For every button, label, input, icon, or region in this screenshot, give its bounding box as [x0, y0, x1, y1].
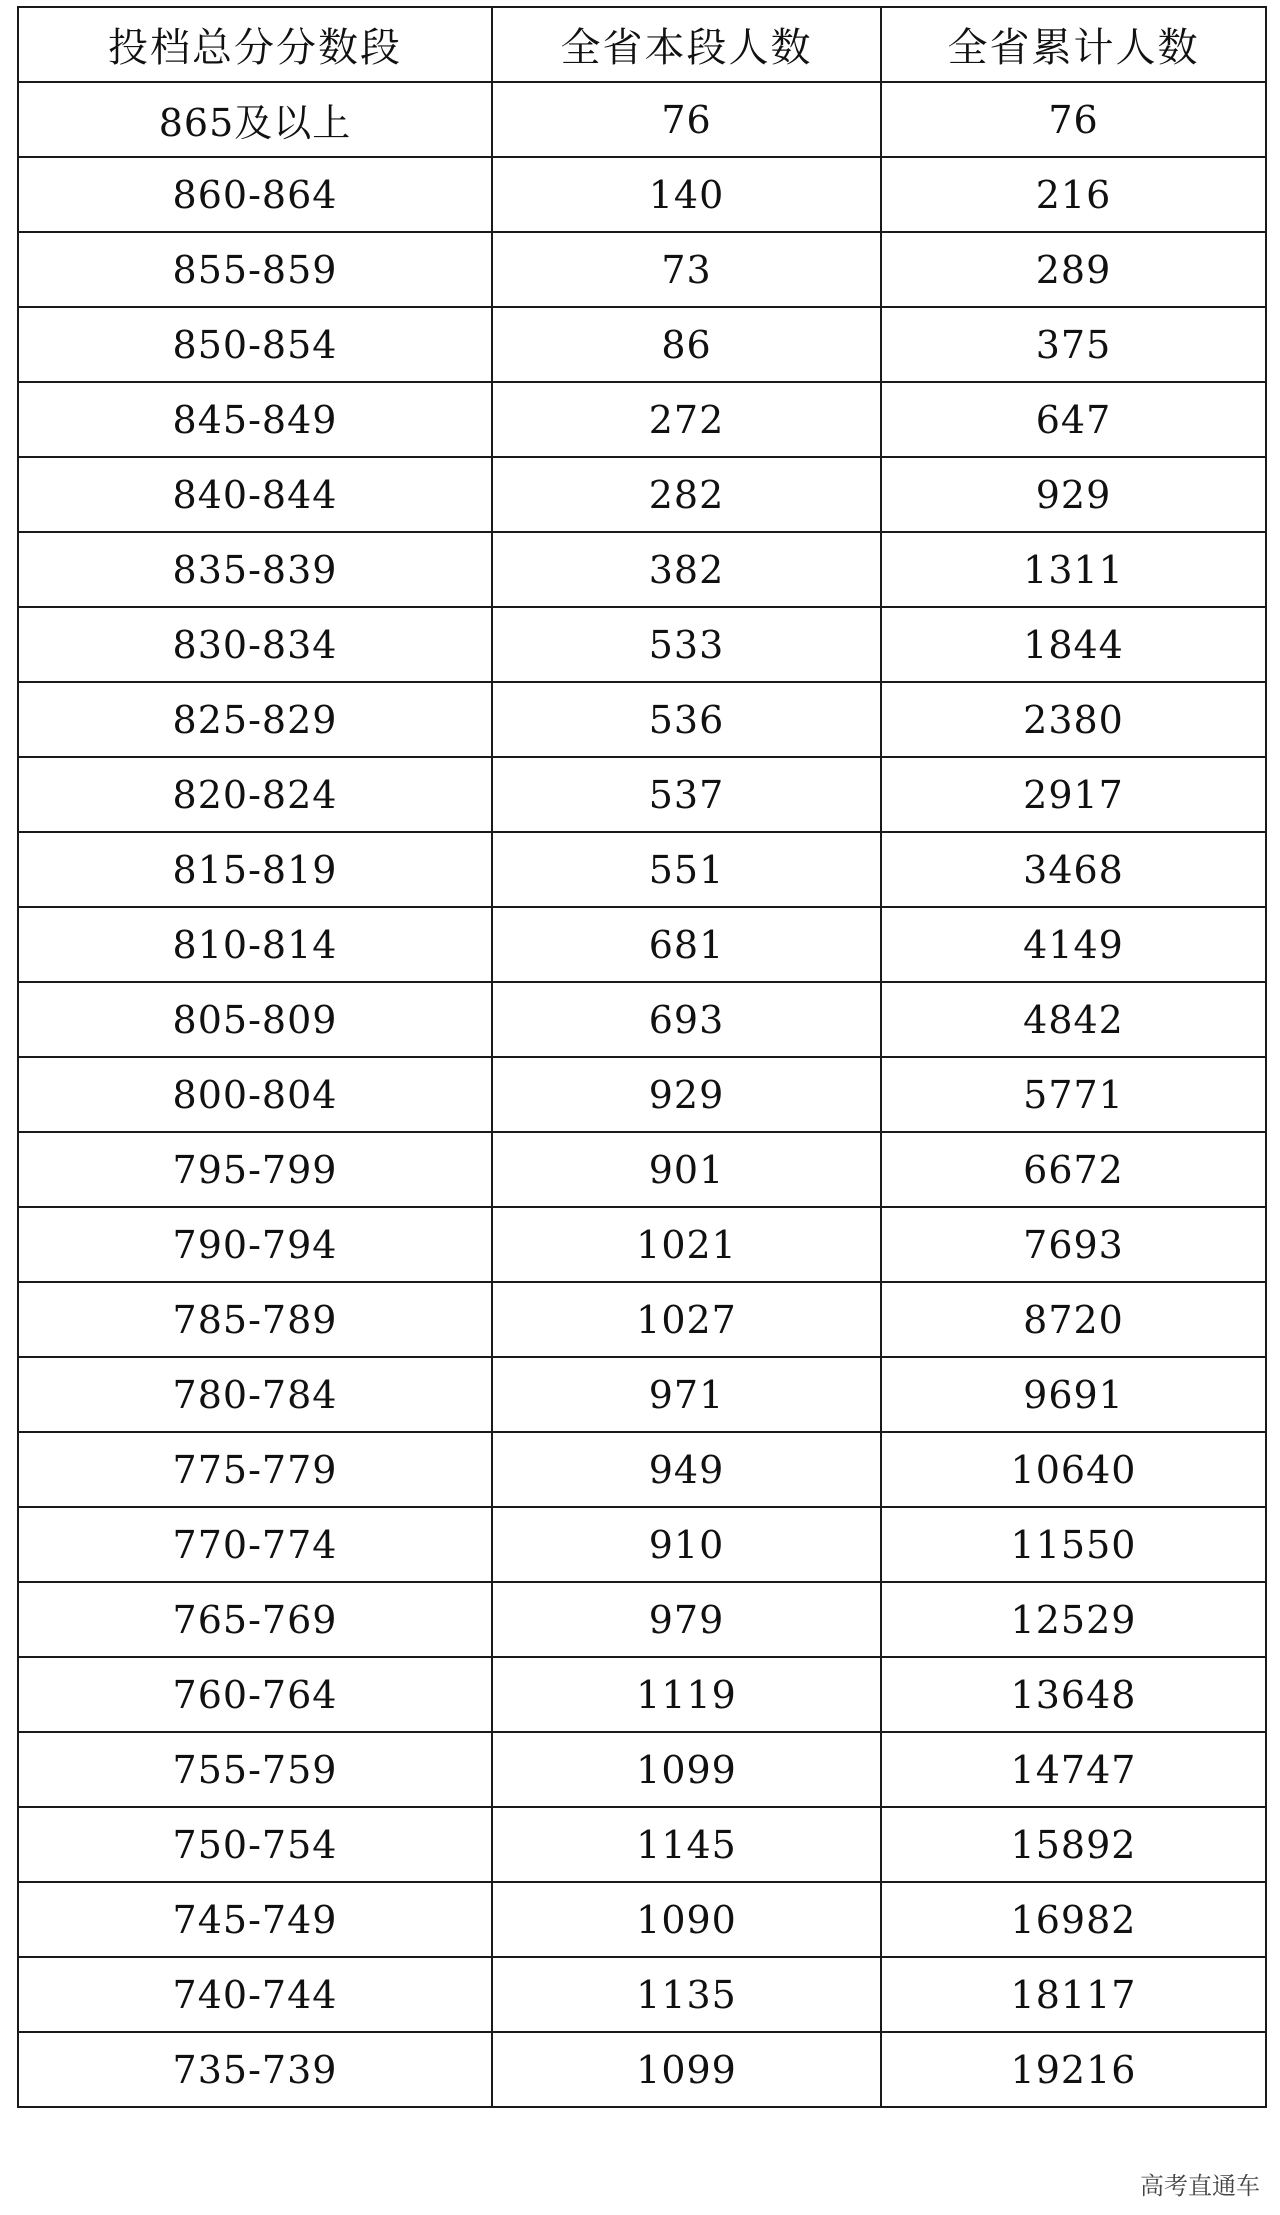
score-range-cell: 740-744: [18, 1957, 492, 2032]
table-row: [18, 1432, 1266, 1507]
score-distribution-table: [17, 6, 1267, 2108]
segment-count-cell: 901: [492, 1132, 881, 1207]
segment-count-cell: 537: [492, 757, 881, 832]
segment-count-cell: 533: [492, 607, 881, 682]
table-row: [18, 307, 1266, 382]
score-range-cell: 785-789: [18, 1282, 492, 1357]
cumulative-count-cell: 19216: [881, 2032, 1266, 2107]
segment-count-cell: 1099: [492, 2032, 881, 2107]
score-range-cell: 850-854: [18, 307, 492, 382]
segment-count-cell: 681: [492, 907, 881, 982]
segment-count-cell: 1119: [492, 1657, 881, 1732]
cumulative-count-cell: 13648: [881, 1657, 1266, 1732]
cumulative-count-cell: 4149: [881, 907, 1266, 982]
segment-count-cell: 1090: [492, 1882, 881, 1957]
segment-count-cell: 282: [492, 457, 881, 532]
cumulative-count-cell: 5771: [881, 1057, 1266, 1132]
segment-count-cell: 73: [492, 232, 881, 307]
segment-count-cell: 693: [492, 982, 881, 1057]
table-row: [18, 907, 1266, 982]
cumulative-count-cell: 1844: [881, 607, 1266, 682]
score-range-cell: 840-844: [18, 457, 492, 532]
score-range-cell: 795-799: [18, 1132, 492, 1207]
cumulative-count-cell: 6672: [881, 1132, 1266, 1207]
score-range-cell: 820-824: [18, 757, 492, 832]
table-row: [18, 1282, 1266, 1357]
segment-count-cell: 551: [492, 832, 881, 907]
score-range-cell: 825-829: [18, 682, 492, 757]
score-range-cell: 775-779: [18, 1432, 492, 1507]
table-row: [18, 1357, 1266, 1432]
segment-count-cell: 929: [492, 1057, 881, 1132]
table-row: [18, 82, 1266, 157]
score-range-cell: 755-759: [18, 1732, 492, 1807]
table-row: [18, 1732, 1266, 1807]
segment-count-cell: 1099: [492, 1732, 881, 1807]
segment-count-cell: 1145: [492, 1807, 881, 1882]
score-range-cell: 770-774: [18, 1507, 492, 1582]
score-range-cell: 800-804: [18, 1057, 492, 1132]
header-segment-count: 全省本段人数: [492, 7, 881, 82]
cumulative-count-cell: 4842: [881, 982, 1266, 1057]
segment-count-cell: 979: [492, 1582, 881, 1657]
score-range-cell: 810-814: [18, 907, 492, 982]
table-row: [18, 1057, 1266, 1132]
score-range-cell: 735-739: [18, 2032, 492, 2107]
segment-count-cell: 949: [492, 1432, 881, 1507]
table-row: [18, 832, 1266, 907]
table-row: [18, 232, 1266, 307]
header-cumulative-count: 全省累计人数: [881, 7, 1266, 82]
cumulative-count-cell: 14747: [881, 1732, 1266, 1807]
score-range-cell: 845-849: [18, 382, 492, 457]
cumulative-count-cell: 76: [881, 82, 1266, 157]
segment-count-cell: 140: [492, 157, 881, 232]
table-row: [18, 1132, 1266, 1207]
segment-count-cell: 76: [492, 82, 881, 157]
score-range-cell: 865及以上: [18, 82, 492, 157]
cumulative-count-cell: 18117: [881, 1957, 1266, 2032]
table-row: [18, 607, 1266, 682]
header-row: [18, 7, 1266, 82]
table-row: [18, 1507, 1266, 1582]
cumulative-count-cell: 2917: [881, 757, 1266, 832]
table-row: [18, 1807, 1266, 1882]
score-range-cell: 760-764: [18, 1657, 492, 1732]
score-range-cell: 745-749: [18, 1882, 492, 1957]
cumulative-count-cell: 16982: [881, 1882, 1266, 1957]
segment-count-cell: 910: [492, 1507, 881, 1582]
table-row: [18, 1957, 1266, 2032]
cumulative-count-cell: 289: [881, 232, 1266, 307]
segment-count-cell: 971: [492, 1357, 881, 1432]
segment-count-cell: 86: [492, 307, 881, 382]
segment-count-cell: 382: [492, 532, 881, 607]
score-range-cell: 805-809: [18, 982, 492, 1057]
table-row: [18, 982, 1266, 1057]
cumulative-count-cell: 216: [881, 157, 1266, 232]
cumulative-count-cell: 8720: [881, 1282, 1266, 1357]
score-range-cell: 860-864: [18, 157, 492, 232]
cumulative-count-cell: 375: [881, 307, 1266, 382]
cumulative-count-cell: 1311: [881, 532, 1266, 607]
cumulative-count-cell: 3468: [881, 832, 1266, 907]
segment-count-cell: 272: [492, 382, 881, 457]
table-row: [18, 1882, 1266, 1957]
cumulative-count-cell: 7693: [881, 1207, 1266, 1282]
cumulative-count-cell: 11550: [881, 1507, 1266, 1582]
watermark-text: 高考直通车: [1140, 2172, 1260, 2200]
cumulative-count-cell: 929: [881, 457, 1266, 532]
table-row: [18, 457, 1266, 532]
table-row: [18, 1582, 1266, 1657]
score-range-cell: 750-754: [18, 1807, 492, 1882]
score-range-cell: 855-859: [18, 232, 492, 307]
score-range-cell: 790-794: [18, 1207, 492, 1282]
cumulative-count-cell: 647: [881, 382, 1266, 457]
cumulative-count-cell: 2380: [881, 682, 1266, 757]
table-row: [18, 532, 1266, 607]
table-body: [18, 82, 1266, 2107]
table-row: [18, 382, 1266, 457]
cumulative-count-cell: 15892: [881, 1807, 1266, 1882]
table-header: [18, 7, 1266, 82]
score-range-cell: 780-784: [18, 1357, 492, 1432]
segment-count-cell: 1021: [492, 1207, 881, 1282]
header-score-range: 投档总分分数段: [18, 7, 492, 82]
cumulative-count-cell: 12529: [881, 1582, 1266, 1657]
table-row: [18, 2032, 1266, 2107]
score-range-cell: 835-839: [18, 532, 492, 607]
cumulative-count-cell: 10640: [881, 1432, 1266, 1507]
table-row: [18, 157, 1266, 232]
cumulative-count-cell: 9691: [881, 1357, 1266, 1432]
table-row: [18, 757, 1266, 832]
segment-count-cell: 1027: [492, 1282, 881, 1357]
table-row: [18, 682, 1266, 757]
table-row: [18, 1657, 1266, 1732]
segment-count-cell: 536: [492, 682, 881, 757]
table-row: [18, 1207, 1266, 1282]
segment-count-cell: 1135: [492, 1957, 881, 2032]
score-range-cell: 815-819: [18, 832, 492, 907]
score-range-cell: 830-834: [18, 607, 492, 682]
score-range-cell: 765-769: [18, 1582, 492, 1657]
